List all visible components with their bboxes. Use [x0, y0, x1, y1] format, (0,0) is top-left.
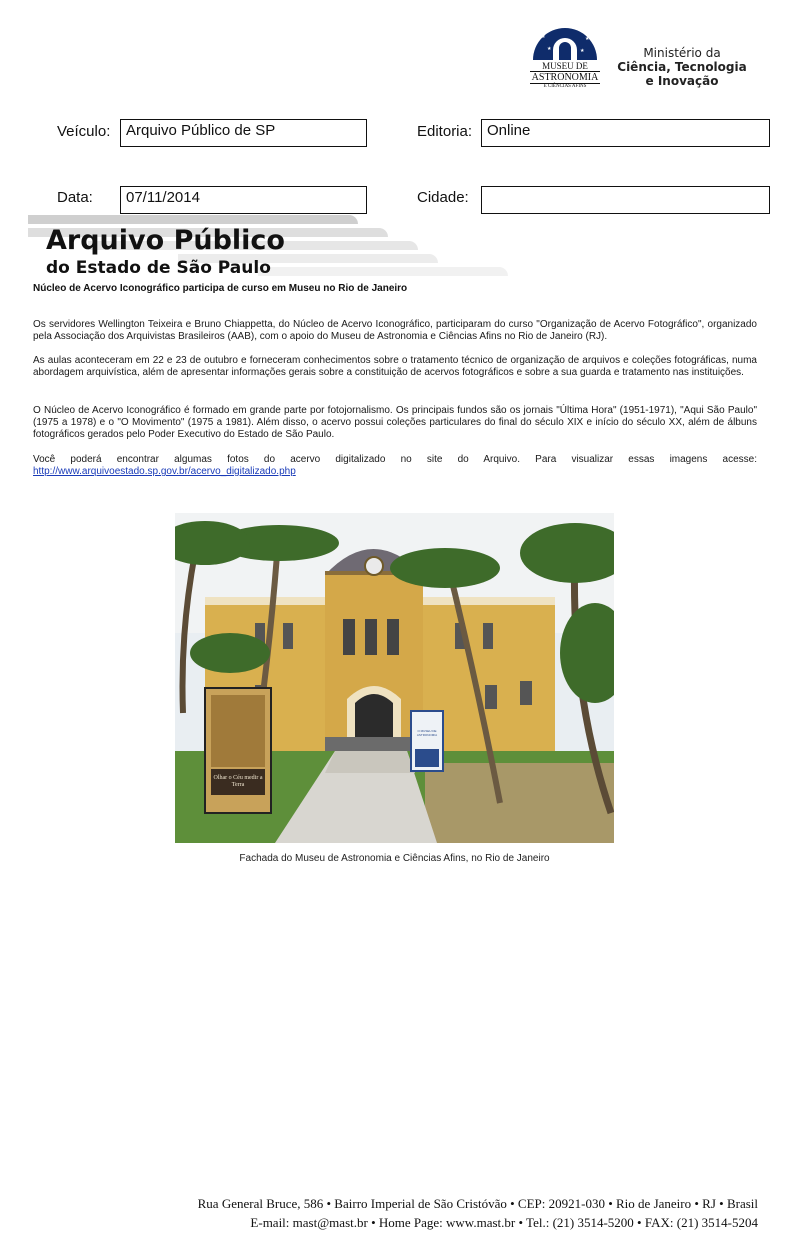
banner-title: Arquivo Público [46, 225, 285, 256]
photo-sign-text: Olhar o Céu medir a Terra [213, 775, 263, 788]
article-paragraph-1: Os servidores Wellington Teixeira e Bruno Chiappetta, do Núcleo de Acervo Iconográfico, participaram do curso "Organização de Acervo Fotográfico", organizado pela Associação dos Arquivistas Brasileiros (AAB), com o apoio do Museu de Astronomia e Ciências Afins no Rio de Janeiro (RJ). [33, 319, 757, 342]
cidade-label: Cidade: [417, 189, 469, 206]
ministry-logo [612, 46, 752, 88]
photo-banner-text: O MUSEU DE ASTRONOMIA [416, 729, 438, 737]
footer-address: Rua General Bruce, 586 • Bairro Imperial de São Cristóvão • CEP: 20921-030 • Rio de Janeiro • RJ • Brasil [197, 1196, 758, 1211]
cidade-field[interactable] [481, 186, 770, 214]
article-paragraph-2: As aulas aconteceram em 22 e 23 de outubro e forneceram conhecimentos sobre o tratamento técnico de organização de arquivos e coleções fotográficas, numa abordagem arquivística, além de apresentar informações gerais sobre a constituição de acervos fotográficos e sobre a sua guarda e tratamento nas instituições. [33, 355, 757, 378]
photo-caption: Fachada do Museu de Astronomia e Ciências Afins, no Rio de Janeiro [239, 853, 550, 864]
veiculo-label: Veículo: [57, 123, 111, 140]
ministry-line2: Ciência, Tecnologia [617, 60, 747, 74]
footer-contact: E-mail: mast@mast.br • Home Page: www.mast.br • Tel.: (21) 3514-5200 • FAX: (21) 3514-5204 [250, 1215, 758, 1230]
museum-facade-photo [175, 513, 614, 843]
article-paragraph-3: O Núcleo de Acervo Iconográfico é formado em grande parte por fotojornalismo. Os principais fundos são os jornais "Última Hora" (1951-1971), "Aqui São Paulo" (1975 a 1978) e o "O Movimento" (1975 a 1981). Além disso, o acervo possui coleções particulares do final do século XIX e início do século XX, além de álbuns fotográficos gerados pelo Poder Executivo do Estado de São Paulo. [33, 405, 757, 440]
observatory-dome-icon: ★ ★ ★ ★ [533, 28, 597, 60]
ministry-line1: Ministério da [643, 46, 721, 60]
acervo-link[interactable]: http://www.arquivoestado.sp.gov.br/acervo_digitalizado.php [33, 466, 296, 477]
editoria-label: Editoria: [417, 123, 473, 140]
data-label: Data: [57, 189, 93, 206]
arquivo-publico-banner [28, 215, 548, 283]
logo-line3: E CIÊNCIAS AFINS [543, 84, 587, 89]
banner-subtitle: do Estado de São Paulo [46, 258, 271, 278]
ministry-line3: e Inovação [645, 74, 719, 88]
museum-logo [530, 28, 600, 94]
editoria-field[interactable]: Online [481, 119, 770, 147]
logo-line2: ASTRONOMIA [531, 72, 599, 83]
article-headline: Núcleo de Acervo Iconográfico participa de curso em Museu no Rio de Janeiro [33, 283, 408, 294]
data-field[interactable]: 07/11/2014 [120, 186, 367, 214]
logo-line1: MUSEU DE [542, 61, 588, 71]
veiculo-field[interactable]: Arquivo Público de SP [120, 119, 367, 147]
article-paragraph-4 [33, 454, 757, 478]
article-paragraph-4-text: Você poderá encontrar algumas fotos do acervo digitalizado no site do Arquivo. Para visualizar essas imagens acesse: [33, 454, 757, 465]
